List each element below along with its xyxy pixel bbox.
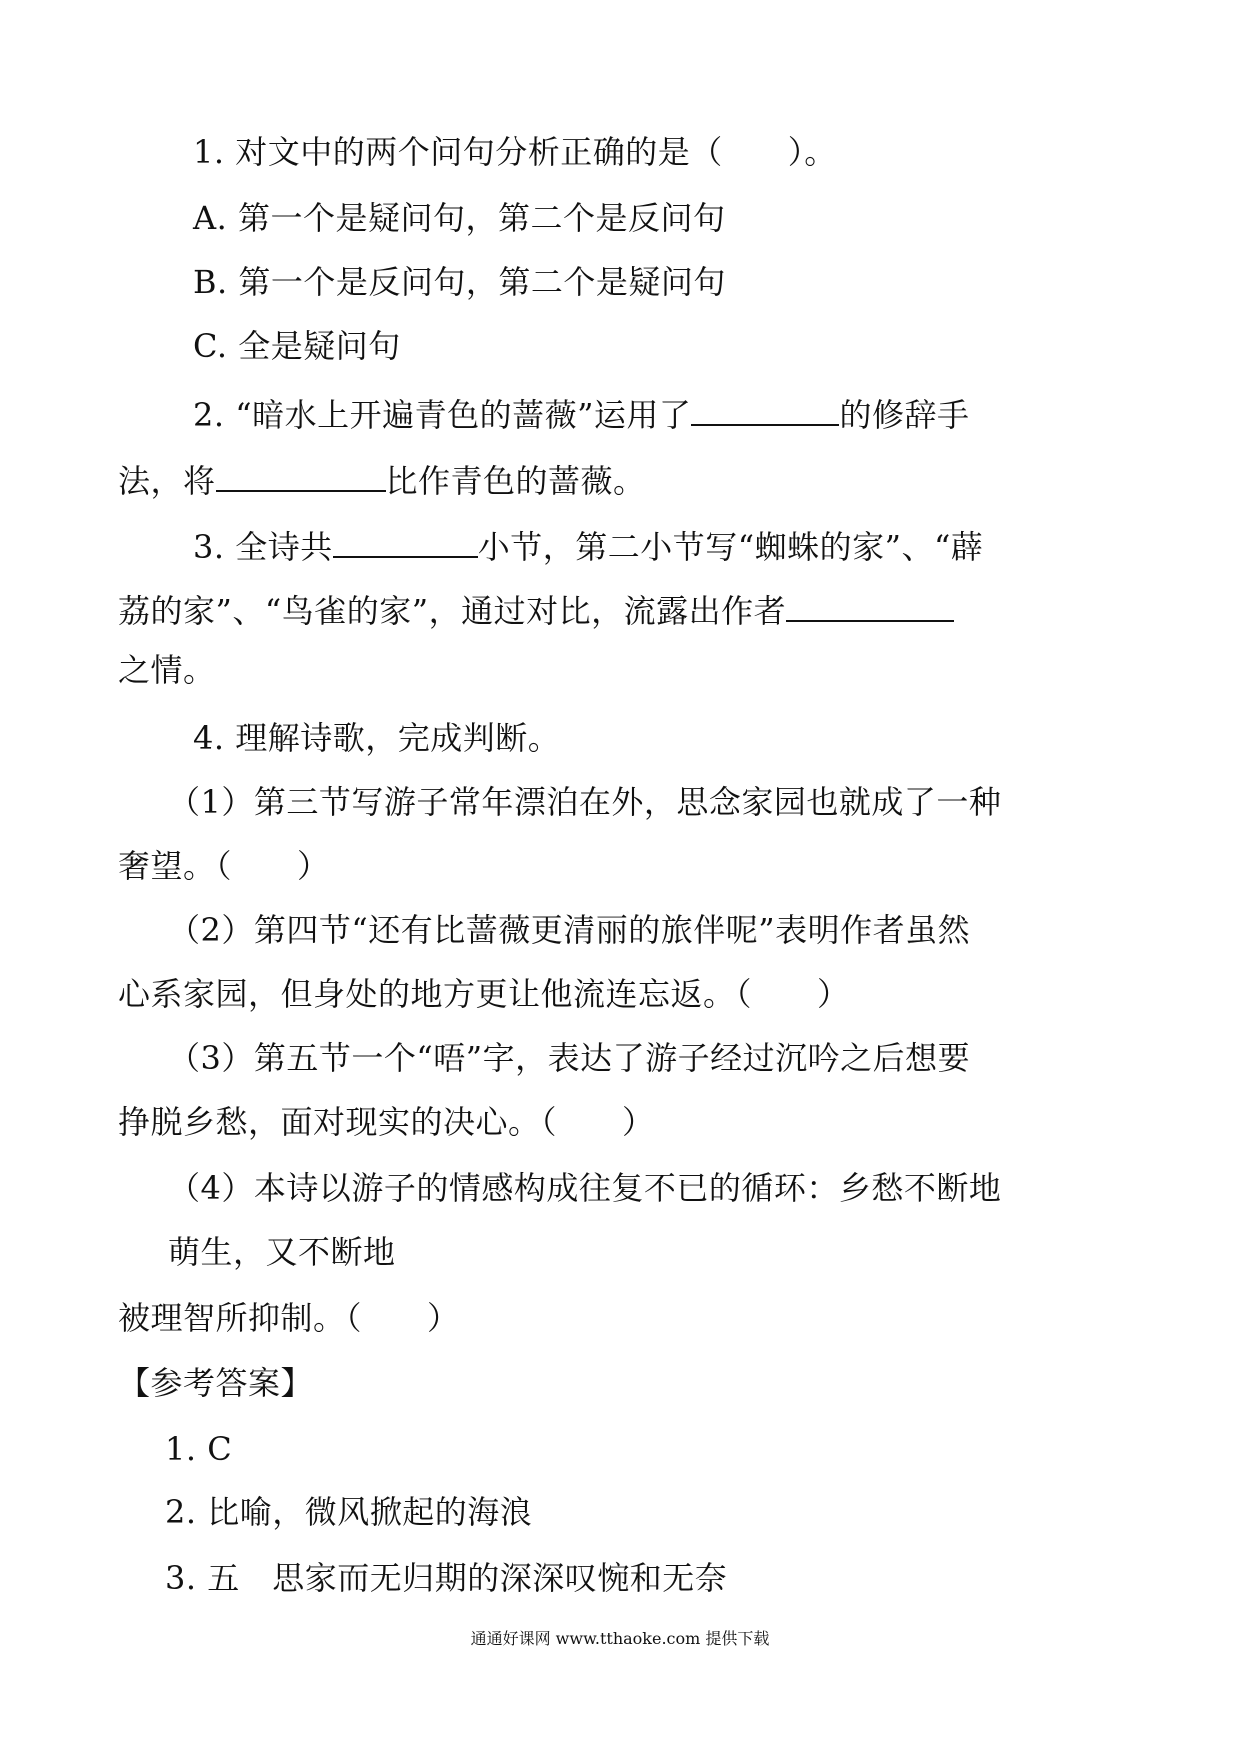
- q4-item3-line1: （3）第五节一个“唔”字，表达了游子经过沉吟之后想要: [168, 1039, 971, 1077]
- q4-item1-line1: （1）第三节写游子常年漂泊在外，思念家园也就成了一种: [168, 783, 1002, 821]
- q2-line1: [193, 392, 969, 435]
- q3-blank-emotion: [786, 588, 954, 622]
- q1-option-b: B. 第一个是反问句，第二个是疑问句: [193, 263, 726, 301]
- q4-item4-line1: （4）本诗以游子的情感构成往复不已的循环：乡愁不断地: [168, 1169, 1002, 1207]
- q2-line1-text-b: 的修辞手: [839, 396, 970, 434]
- answer-2: 2. 比喻，微风掀起的海浪: [165, 1493, 533, 1531]
- q4-item2-line1: （2）第四节“还有比蔷薇更清丽的旅伴呢”表明作者虽然: [168, 911, 971, 949]
- q3-line2: [118, 588, 954, 631]
- answer-1: 1. C: [165, 1430, 233, 1468]
- q4-item1-line2: 奢望。（ ）: [118, 847, 330, 885]
- q2-line2: [118, 458, 646, 501]
- q3-line3: 之情。: [118, 651, 216, 689]
- q4-item4-line3: 被理智所抑制。（ ）: [118, 1299, 460, 1337]
- q4-stem: 4. 理解诗歌，完成判断。: [193, 719, 561, 757]
- q3-blank-count: [333, 524, 478, 558]
- q1-option-a: A. 第一个是疑问句，第二个是反问句: [193, 199, 726, 237]
- q3-line1-text-b: 小节，第二小节写“蜘蛛的家”、“薜: [477, 528, 984, 566]
- q4-item3-line2: 挣脱乡愁，面对现实的决心。（ ）: [118, 1103, 655, 1141]
- q2-blank-subject: [216, 458, 386, 492]
- q3-line1: [193, 524, 983, 567]
- answers-heading: 【参考答案】: [118, 1364, 314, 1402]
- page-footer: 通通好课网 www.tthaoke.com 提供下载: [470, 1629, 770, 1648]
- q2-line2-text-a: 法，将: [118, 462, 216, 500]
- q2-line2-text-b: 比作青色的蔷薇。: [385, 462, 646, 500]
- q4-item2-line2: 心系家园，但身处的地方更让他流连忘返。（ ）: [118, 975, 850, 1013]
- q2-line1-text-a: 2. “暗水上开遍青色的蔷薇”运用了: [193, 396, 692, 434]
- q1-option-c: C. 全是疑问句: [193, 327, 401, 365]
- answer-3: 3. 五 思家而无归期的深深叹惋和无奈: [165, 1559, 728, 1597]
- q3-line2-text-a: 荔的家”、“鸟雀的家”，通过对比，流露出作者: [118, 592, 787, 630]
- q1-stem: 1. 对文中的两个问句分析正确的是（ ）。: [193, 133, 837, 171]
- q4-item4-line2: 萌生，又不断地: [168, 1233, 396, 1271]
- q2-blank-rhetoric: [691, 392, 839, 426]
- q3-line1-text-a: 3. 全诗共: [193, 528, 333, 566]
